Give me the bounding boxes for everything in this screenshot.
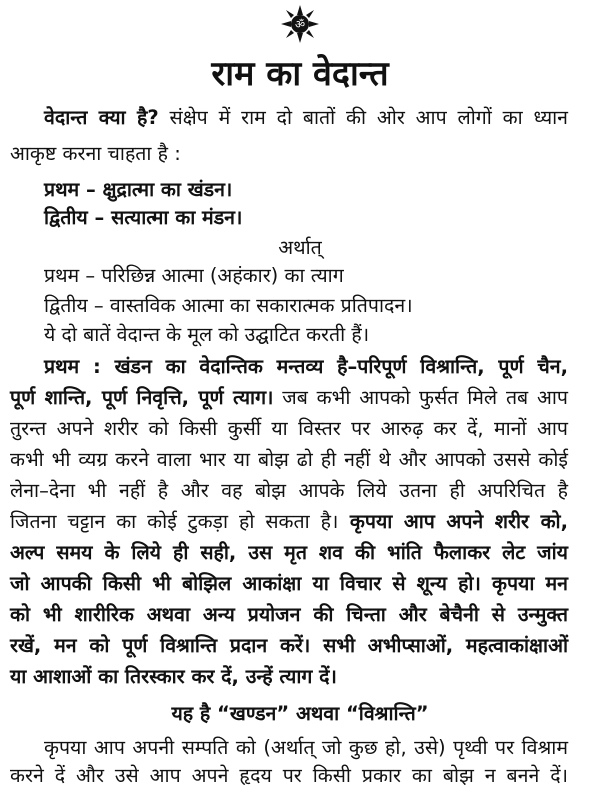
para-line-1: प्रथम : खंडन का वेदान्तिक मन्तव्य है–परिपूर्ण विश्रान्ति, पूर्ण चैन,	[44, 355, 568, 378]
om-symbol-icon	[280, 4, 320, 44]
para-line-7: अल्प समय के लिये ही सही, उस मृत शव की भांति फैलाकर लेट जांय	[10, 541, 568, 564]
intro-line-1-text: संक्षेप में राम दो बातों की ओर आप लोगों का ध्यान	[158, 106, 569, 129]
para2-line-2: करने दें और उसे आप अपने हृदय पर किसी प्रकार का बोझ न बनने दें।	[10, 764, 568, 787]
para-line-8: जो आपकी किसी भी बोझिल आकांक्षा या विचार से शून्य हो। कृपया मन	[10, 572, 568, 595]
item-3: ये दो बातें वेदान्त के मूल को उद्घाटित करती हैं।	[44, 323, 370, 346]
para-line-2-bold: पूर्ण शान्ति, पूर्ण निवृत्ति, पूर्ण त्याग।	[10, 386, 274, 409]
para-line-10: रखें, मन को पूर्ण विश्रान्ति प्रदान करें। सभी अभीप्साओं, महत्वाकांक्षाओं	[10, 634, 568, 657]
para-line-9: को भी शारीरिक अथवा अन्य प्रयोजन की चिन्ता और बेचैनी से उन्मुक्त	[10, 603, 568, 626]
intro-line-1	[44, 104, 568, 132]
para-line-6-text: जितना चट्टान का कोई टुकड़ा हो सकता है।	[10, 510, 339, 533]
svg-text:ॐ: ॐ	[294, 18, 306, 31]
para-line-6-bold: कृपया आप अपने शरीर को,	[338, 510, 569, 533]
para-line-5: लेना–देना भी नहीं है और वह बोझ आपके लिये उतना ही अपरिचित है	[10, 479, 568, 502]
point-1: प्रथम – क्षुद्रात्मा का खंडन।	[44, 178, 233, 201]
para2-line-1: कृपया आप अपनी सम्पति को (अर्थात् जो कुछ हो, उसे) पृथ्वी पर विश्राम	[44, 736, 568, 759]
page-title: राम का वेदान्त	[211, 54, 389, 94]
para-line-6	[10, 508, 568, 536]
para-line-11: या आशाओं का तिरस्कार कर दें, उन्हें त्याग दें।	[10, 665, 337, 688]
intro-heading: वेदान्त क्या है?	[44, 106, 159, 129]
point-2: द्वितीय – सत्यात्मा का मंडन।	[44, 206, 243, 229]
para-line-3: तुरन्त अपने शरीर को किसी कुर्सी या विस्तर पर आरुढ़ कर दें, मानों आप	[10, 417, 568, 440]
item-2: द्वितीय – वास्तविक आत्मा का सकारात्मक प्रतिपादन।	[44, 294, 413, 317]
para-line-2	[10, 384, 568, 412]
item-1: प्रथम – परिछिन्न आत्मा (अहंकार) का त्याग	[44, 264, 344, 287]
intro-line-2: आकृष्ट करना चाहता है :	[10, 142, 181, 165]
para-line-2-text: जब कभी आपको फुर्सत मिले तब आप	[273, 386, 569, 409]
section-subheading: यह है “खण्डन” अथवा “विश्रान्ति”	[171, 702, 429, 725]
arthat-heading: अर्थात्	[278, 236, 322, 259]
para-line-4: कभी भी व्यग्र करने वाला भार या बोझ ढो ही नहीं थे और आपको उससे कोई	[10, 448, 568, 471]
